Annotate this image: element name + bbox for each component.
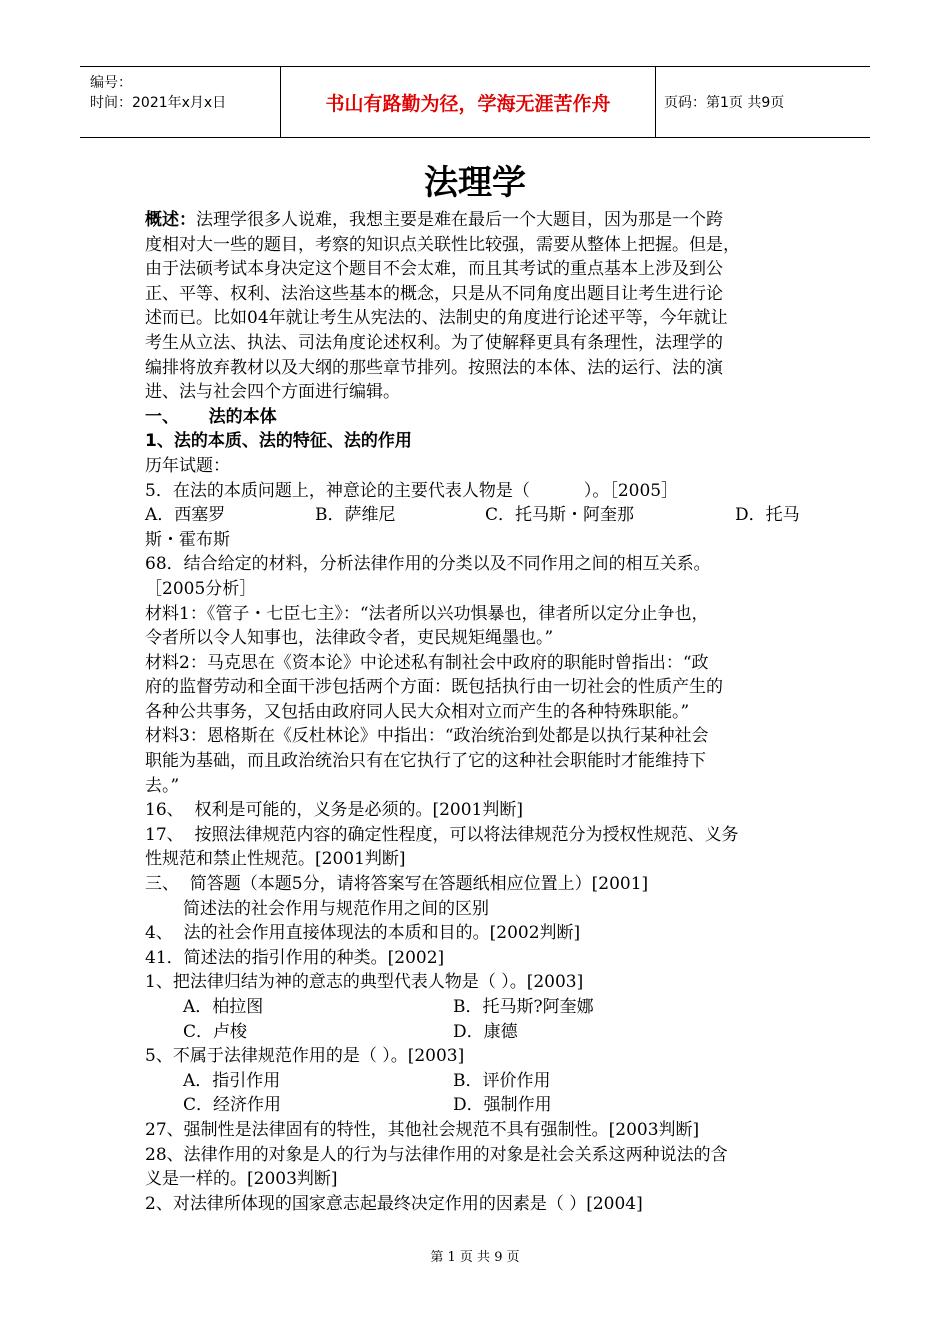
question-options [145, 1093, 813, 1118]
option: D．康德 [453, 1021, 518, 1042]
option: B．萨维尼 [315, 505, 396, 526]
material-text: 府的监督劳动和全面干涉包括两个方面：既包括执行由一切社会的性质产生的 [145, 677, 723, 698]
option: A．西塞罗 [145, 505, 226, 526]
header-motto: 书山有路勤为径，学海无涯苦作舟 [280, 67, 656, 137]
question-text: 28、法律作用的对象是人的行为与法律作用的对象是社会关系这两种说法的含 [145, 1144, 728, 1165]
material-text: 职能为基础，而且政治统治只有在它执行了它的这种社会职能时才能维持下 [145, 751, 706, 772]
option-continued: 斯・霍布斯 [145, 529, 230, 550]
option: C．托马斯・阿奎那 [485, 505, 635, 526]
document-body [145, 208, 813, 1216]
overview-paragraph: 概述：法理学很多人说难，我想主要是难在最后一个大题目，因为那是一个跨 [145, 210, 723, 230]
material-text: 材料1：《管子・七臣七主》：“法者所以兴功惧暴也，律者所以定分止争也， [145, 603, 709, 624]
material-text: 材料3：恩格斯在《反杜林论》中指出：“政治统治到处都是以执行某种社会 [145, 726, 709, 747]
option: A．指引作用 [183, 1070, 281, 1091]
option: B．评价作用 [453, 1070, 551, 1091]
header-page-label: 页码：第1页 共9页 [664, 95, 785, 111]
header-meta [80, 67, 280, 137]
question-text: 5、不属于法律规范作用的是（ ）。[2003] [145, 1046, 465, 1067]
material-text: 令者所以令人知事也，法律政令者，吏民规矩绳墨也。” [145, 628, 554, 649]
question-text: 性规范和禁止性规范。[2001判断] [145, 849, 406, 870]
question-options [145, 995, 813, 1020]
question-text: 17、 按照法律规范内容的确定性程度，可以将法律规范分为授权性规范、义务 [145, 824, 739, 845]
section-heading: 一、 法的本体 [145, 406, 277, 427]
overview-line: 考生从立法、执法、司法角度论述权利。为了使解释更具有条理性，法理学的 [145, 332, 723, 353]
question-text: ［2005分析］ [145, 578, 257, 599]
page-header [80, 66, 870, 138]
past-exams-label: 历年试题： [145, 455, 230, 476]
question-options [145, 503, 813, 528]
material-text: 去。” [145, 775, 180, 796]
option: A．柏拉图 [183, 997, 264, 1017]
overview-label: 概述： [145, 210, 196, 230]
option: C．卢梭 [183, 1021, 248, 1042]
overview-line: 编排将放弃教材以及大纲的那些章节排列。按照法的本体、法的运行、法的演 [145, 357, 723, 378]
overview-line: 由于法硕考试本身决定这个题目不会太难，而且其考试的重点基本上涉及到公 [145, 259, 723, 280]
question-text: 16、 权利是可能的，义务是必须的。[2001判断] [145, 800, 523, 821]
subsection-heading: 1、法的本质、法的特征、法的作用 [145, 431, 412, 452]
option: C．经济作用 [183, 1095, 282, 1116]
document-title: 法理学 [424, 163, 526, 203]
material-text: 各种公共事务，又包括由政府同人民大众相对立而产生的各种特殊职能。” [145, 701, 690, 722]
question-options [145, 1020, 813, 1045]
question-text: 41．简述法的指引作用的种类。[2002] [145, 947, 445, 968]
option: D．托马 [735, 505, 800, 526]
question-options [145, 1069, 813, 1094]
time-label: 时间：2021年x月x日 [90, 95, 227, 111]
overview-line: 正、平等、权利、法治这些基本的概念，只是从不同角度出题目让考生进行论 [145, 283, 723, 304]
option: D．强制作用 [453, 1095, 552, 1116]
question-text: 义是一样的。[2003判断] [145, 1169, 338, 1190]
question-text: 1、把法律归结为神的意志的典型代表人物是（ ）。[2003] [145, 972, 584, 993]
question-text: 4、 法的社会作用直接体现法的本质和目的。[2002判断] [145, 923, 581, 944]
overview-line: 度相对大一些的题目，考察的知识点关联性比较强，需要从整体上把握。但是， [145, 234, 740, 255]
section-heading-short-answer: 三、 简答题（本题5分，请将答案写在答题纸相应位置上）[2001] [145, 874, 649, 895]
material-text: 材料2：马克思在《资本论》中论述私有制社会中政府的职能时曾指出：“政 [145, 652, 709, 673]
overview-line: 述而已。比如04年就让考生从宪法的、法制史的角度进行论述平等，今年就让 [145, 308, 728, 329]
page-footer: 第 1 页 共 9 页 [430, 1250, 520, 1265]
overview-line: 进、法与社会四个方面进行编辑。 [145, 382, 400, 403]
question-text: 简述法的社会作用与规范作用之间的区别 [183, 898, 489, 919]
question-text: 27、强制性是法律固有的特性，其他社会规范不具有强制性。[2003判断] [145, 1119, 700, 1140]
question-text: 2、对法律所体现的国家意志起最终决定作用的因素是（ ）[2004] [145, 1193, 643, 1214]
question-text: 68．结合给定的材料，分析法律作用的分类以及不同作用之间的相互关系。 [145, 554, 711, 575]
question-text: 5．在法的本质问题上，神意论的主要代表人物是（ ）。［2005］ [145, 480, 679, 501]
option: B．托马斯?阿奎娜 [453, 997, 594, 1017]
number-label: 编号： [90, 75, 132, 91]
